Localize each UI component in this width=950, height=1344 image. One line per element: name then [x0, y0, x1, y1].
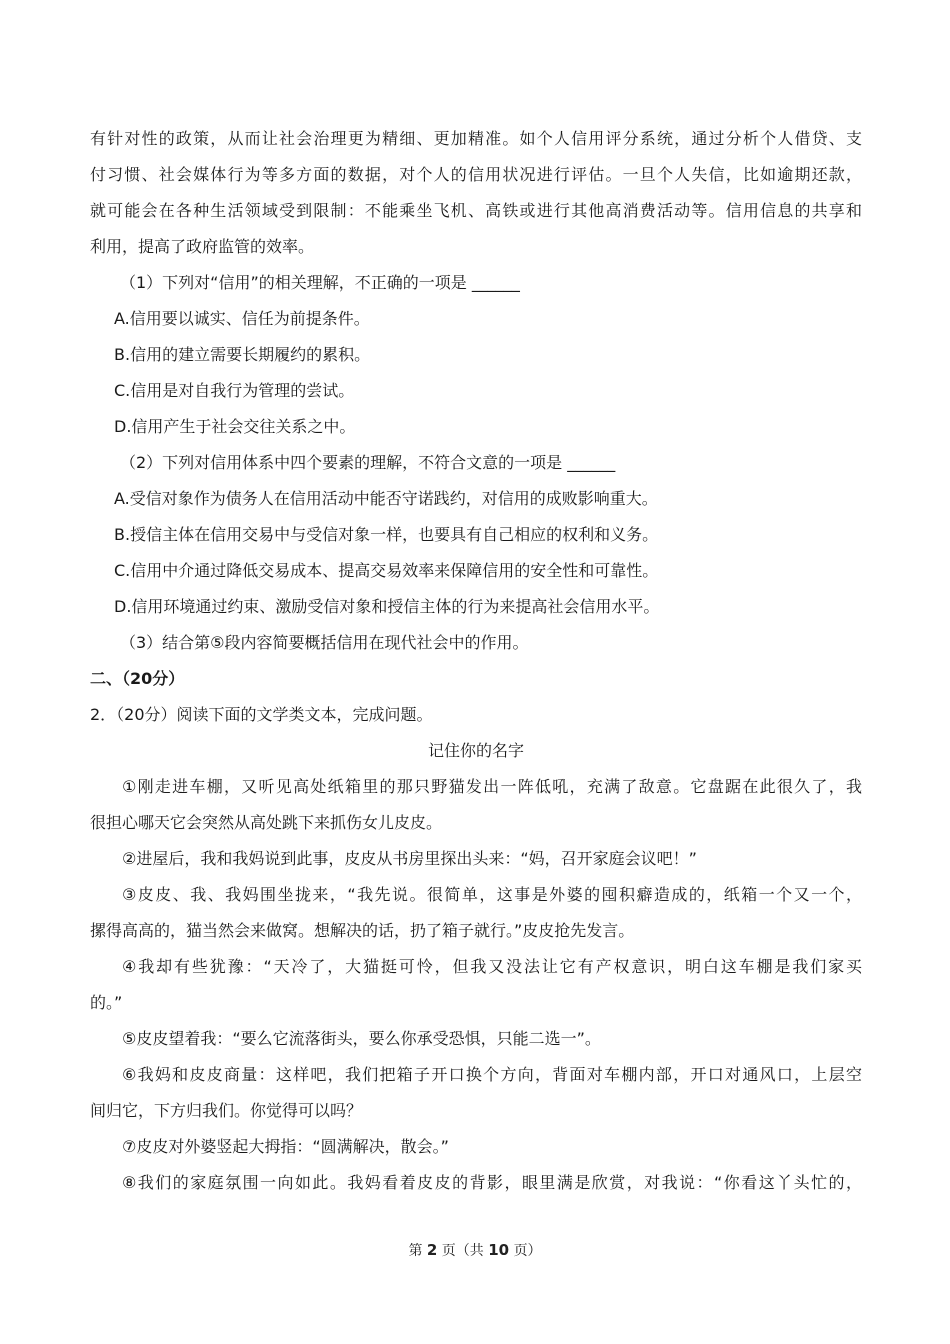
document-body: [90, 121, 862, 1201]
text-line: ⑦皮皮对外婆竖起大拇指：“圆满解决，散会。”: [122, 1137, 449, 1156]
text-line: ⑥我妈和皮皮商量：这样吧，我们把箱子开口换个方向，背面对车棚内部，开口对通风口，上层空: [122, 1065, 862, 1084]
text-line: 利用，提高了政府监管的效率。: [90, 237, 315, 256]
footer-total-pages: 10: [488, 1241, 510, 1259]
text-line: ⑤皮皮望着我：“要么它流落街头，要么你承受恐惧，只能二选一”。: [122, 1029, 601, 1048]
text-line: 很担心哪天它会突然从高处跳下来抓伤女儿皮皮。: [90, 813, 443, 832]
text-line: C.信用是对自我行为管理的尝试。: [114, 381, 355, 400]
text-line: ⑧我们的家庭氛围一向如此。我妈看着皮皮的背影，眼里满是欣赏，对我说：“你看这丫头忙的，: [122, 1173, 862, 1192]
text-line: A.受信对象作为债务人在信用活动中能否守诺践约，对信用的成败影响重大。: [114, 489, 658, 508]
text-line: B.信用的建立需要长期履约的累积。: [114, 345, 371, 364]
text-line: A.信用要以诚实、信任为前提条件。: [114, 309, 370, 328]
text-line: 有针对性的政策，从而让社会治理更为精细、更加精准。如个人信用评分系统，通过分析个人借贷、支: [90, 129, 862, 148]
footer-prefix: 第: [408, 1243, 423, 1259]
text-line: （3）结合第⑤段内容简要概括信用在现代社会中的作用。: [120, 633, 529, 652]
text-line: 二、（20分）: [90, 669, 185, 688]
text-line: 间归它，下方归我们。你觉得可以吗？: [90, 1101, 363, 1120]
footer-middle: 页（共: [441, 1243, 484, 1259]
text-line: 付习惯、社会媒体行为等多方面的数据，对个人的信用状况进行评估。一旦个人失信，比如逾期还款，: [90, 165, 862, 184]
text-line: ①刚走进车棚，又听见高处纸箱里的那只野猫发出一阵低吼，充满了敌意。它盘踞在此很久了，我: [122, 777, 862, 796]
text-line: B.授信主体在信用交易中与受信对象一样，也要具有自己相应的权利和义务。: [114, 525, 659, 544]
text-line: 的。”: [90, 993, 123, 1012]
text-line: ②进屋后，我和我妈说到此事，皮皮从书房里探出头来：“妈，召开家庭会议吧！”: [122, 849, 697, 868]
text-line: （2）下列对信用体系中四个要素的理解，不符合文意的一项是 ______: [120, 453, 616, 472]
text-line: （1）下列对“信用”的相关理解，不正确的一项是 ______: [120, 273, 520, 292]
footer-page-number: 2: [426, 1241, 438, 1259]
text-line: ④我却有些犹豫：“天冷了，大猫挺可怜，但我又没法让它有产权意识，明白这车棚是我们家买: [122, 957, 862, 976]
footer-suffix: 页）: [513, 1243, 542, 1259]
text-line: 2．（20分）阅读下面的文学类文本，完成问题。: [90, 705, 433, 724]
text-line: ③皮皮、我、我妈围坐拢来，“我先说。很简单，这事是外婆的囤积癖造成的，纸箱一个又一个，: [122, 885, 862, 904]
text-line: D.信用产生于社会交往关系之中。: [114, 417, 356, 436]
text-line: C.信用中介通过降低交易成本、提高交易效率来保障信用的安全性和可靠性。: [114, 561, 659, 580]
page-footer: [0, 1240, 950, 1260]
text-line: 记住你的名字: [427, 741, 524, 760]
text-line: D.信用环境通过约束、激励受信对象和授信主体的行为来提高社会信用水平。: [114, 597, 660, 616]
text-line: 摞得高高的，猫当然会来做窝。想解决的话，扔了箱子就行。”皮皮抢先发言。: [90, 921, 635, 940]
text-line: 就可能会在各种生活领域受到限制：不能乘坐飞机、高铁或进行其他高消费活动等。信用信息的共享和: [90, 201, 862, 220]
